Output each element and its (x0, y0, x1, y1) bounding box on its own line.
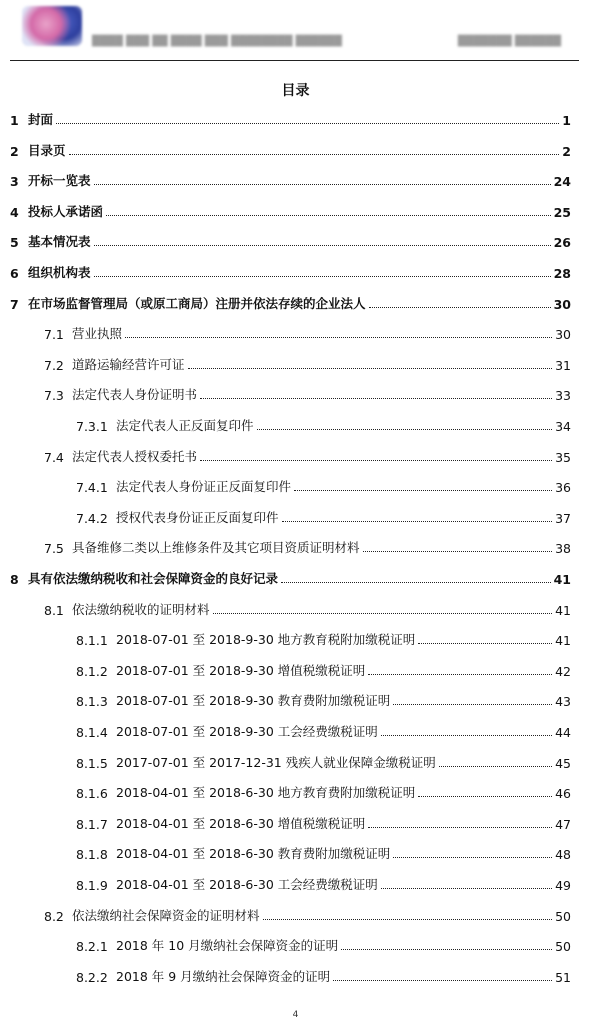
toc-entry[interactable] (76, 965, 571, 985)
toc-entry[interactable] (44, 904, 571, 924)
toc-entry-title: 2018-07-01 至 2018-9-30 教育费附加缴税证明 (116, 693, 391, 709)
toc-entry-title: 具备维修二类以上维修条件及其它项目资质证明材料 (72, 540, 360, 556)
header-right-text: ███████ ██████ (457, 36, 561, 47)
toc-entry-page: 2 (562, 143, 571, 159)
toc-entry-page: 41 (555, 633, 571, 649)
toc-entry-number: 5 (10, 235, 19, 251)
toc-dot-leader (257, 429, 553, 430)
toc-entry-number: 8.1.5 (76, 755, 108, 771)
toc-dot-leader (439, 766, 552, 767)
toc-entry-page: 38 (555, 541, 571, 557)
toc-entry-number: 8.1.7 (76, 816, 108, 832)
toc-entry-page: 50 (555, 939, 571, 955)
toc-entry[interactable] (76, 628, 571, 648)
toc-entry-title: 2018-07-01 至 2018-9-30 工会经费缴税证明 (116, 724, 378, 739)
toc-dot-leader (200, 398, 552, 399)
toc-entry-title: 授权代表身份证正反面复印件 (116, 509, 279, 525)
toc-entry-page: 42 (555, 663, 571, 679)
toc-entry-number: 7.4.1 (76, 480, 108, 496)
page-number: 4 (292, 1010, 299, 1020)
toc-entry-page: 45 (555, 755, 571, 771)
toc-entry-title: 投标人承诺函 (28, 203, 104, 219)
toc-entry-page: 33 (555, 388, 571, 404)
toc-dot-leader (94, 184, 551, 185)
toc-entry-number: 7.4 (44, 449, 64, 465)
toc-entry-page: 36 (555, 480, 571, 496)
toc-dot-leader (381, 888, 552, 889)
toc-entry-page: 30 (555, 327, 571, 343)
toc-entry-number: 8.1.9 (76, 878, 108, 893)
toc-entry[interactable] (10, 567, 571, 587)
toc-entry-page: 51 (555, 969, 571, 985)
toc-entry-number: 7.1 (44, 327, 64, 343)
toc-dot-leader (56, 123, 559, 124)
toc-entry-title: 法定代表人正反面复印件 (116, 418, 254, 433)
toc-entry-number: 7.4.2 (76, 510, 108, 526)
toc-dot-leader (213, 613, 553, 614)
toc-entry-title: 在市场监督管理局（或原工商局）注册并依法存续的企业法人 (28, 295, 366, 311)
toc-entry[interactable] (44, 598, 571, 618)
toc-entry-title: 2018-04-01 至 2018-6-30 地方教育费附加缴税证明 (116, 785, 416, 801)
toc-entry-number: 4 (10, 204, 19, 220)
toc-entry-number: 8.1.8 (76, 847, 108, 863)
toc-entry[interactable] (76, 781, 571, 801)
toc-entry-number: 8.2.1 (76, 939, 108, 955)
toc-dot-leader (69, 154, 560, 155)
toc-dot-leader (281, 582, 551, 583)
toc-entry-number: 7.5 (44, 541, 64, 557)
toc-dot-leader (294, 490, 552, 491)
toc-entry[interactable] (76, 720, 571, 740)
toc-title: 目录 (281, 83, 310, 99)
toc-entry-page: 41 (553, 572, 571, 587)
toc-dot-leader (363, 551, 553, 552)
toc-entry-number: 7.3.1 (76, 419, 108, 434)
toc-entry-title: 依法缴纳税收的证明材料 (72, 601, 210, 617)
header-left-text: ████ ███ ██ ████ ███ ████████ ██████ (92, 36, 342, 47)
toc-entry[interactable] (10, 230, 571, 250)
toc-entry-number: 8.2 (44, 908, 64, 924)
toc-dot-leader (125, 337, 552, 338)
toc-entry-page: 25 (553, 204, 571, 220)
toc-entry[interactable] (76, 689, 571, 709)
toc-dot-leader (418, 643, 552, 644)
toc-dot-leader (94, 245, 551, 246)
toc-entry-page: 43 (555, 694, 571, 710)
toc-entry[interactable] (76, 414, 571, 434)
toc-entry-title: 组织机构表 (28, 265, 91, 280)
toc-entry-title: 依法缴纳社会保障资金的证明材料 (72, 907, 260, 923)
toc-dot-leader (200, 460, 552, 461)
toc-entry[interactable] (44, 536, 571, 556)
toc-entry[interactable] (10, 169, 571, 189)
toc-entry-page: 31 (555, 357, 571, 373)
toc-entry-page: 47 (555, 816, 571, 832)
toc-entry-title: 法定代表人身份证正反面复印件 (116, 479, 292, 495)
toc-entry-number: 8 (10, 572, 19, 587)
toc-entry-page: 35 (555, 449, 571, 465)
toc-entry[interactable] (44, 445, 571, 465)
toc-entry-page: 44 (555, 725, 571, 740)
toc-dot-leader (282, 521, 553, 522)
toc-entry[interactable] (10, 261, 571, 281)
toc-entry-title: 2018 年 10 月缴纳社会保障资金的证明 (116, 938, 339, 954)
toc-entry-number: 8.1 (44, 602, 64, 618)
toc-entry-title: 法定代表人授权委托书 (72, 448, 198, 464)
toc-entry-title: 具有依法缴纳税收和社会保障资金的良好记录 (28, 571, 279, 586)
toc-entry[interactable] (76, 506, 571, 526)
toc-dot-leader (418, 796, 552, 797)
toc-entry-number: 8.2.2 (76, 969, 108, 985)
toc-entry-title: 基本情况表 (28, 234, 91, 250)
toc-entry[interactable] (10, 292, 571, 312)
toc-dot-leader (341, 949, 552, 950)
toc-entry[interactable] (44, 322, 571, 342)
toc-entry-title: 2018-04-01 至 2018-6-30 教育费附加缴税证明 (116, 846, 391, 862)
toc-entry-page: 37 (555, 510, 571, 526)
toc-entry[interactable] (10, 108, 571, 128)
toc-entry[interactable] (76, 475, 571, 495)
toc-entry-title: 2017-07-01 至 2017-12-31 残疾人就业保障金缴税证明 (116, 754, 436, 770)
toc-dot-leader (188, 368, 553, 369)
toc-dot-leader (368, 827, 552, 828)
toc-entry[interactable] (76, 659, 571, 679)
toc-entry[interactable] (76, 812, 571, 832)
toc-entry-page: 46 (555, 786, 571, 802)
toc-entry-number: 6 (10, 266, 19, 281)
toc-entry-number: 7.3 (44, 388, 64, 404)
toc-entry[interactable] (44, 353, 571, 373)
toc-dot-leader (94, 276, 551, 277)
toc-entry-title: 2018-07-01 至 2018-9-30 增值税缴税证明 (116, 662, 366, 678)
toc-entry-number: 8.1.2 (76, 663, 108, 679)
toc-entry-number: 3 (10, 174, 19, 190)
toc-entry[interactable] (76, 873, 571, 893)
toc-entry-number: 1 (10, 113, 19, 128)
toc-dot-leader (369, 307, 551, 308)
toc-dot-leader (381, 735, 552, 736)
toc-entry-page: 48 (555, 847, 571, 863)
toc-entry[interactable] (76, 934, 571, 954)
toc-entry[interactable] (76, 751, 571, 771)
toc-entry-number: 8.1.3 (76, 694, 108, 710)
toc-entry-title: 2018-04-01 至 2018-6-30 工会经费缴税证明 (116, 877, 378, 892)
toc-entry-title: 2018 年 9 月缴纳社会保障资金的证明 (116, 968, 331, 984)
header-divider (10, 60, 579, 61)
toc-entry-title: 道路运输经营许可证 (72, 356, 185, 372)
toc-entry-page: 28 (553, 266, 571, 281)
toc-entry-title: 营业执照 (72, 326, 123, 342)
toc-dot-leader (393, 704, 552, 705)
toc-entry-title: 目录页 (28, 142, 66, 158)
toc-entry-title: 2018-07-01 至 2018-9-30 地方教育税附加缴税证明 (116, 632, 416, 648)
toc-entry-title: 法定代表人身份证明书 (72, 387, 198, 403)
toc-entry-number: 7.2 (44, 357, 64, 373)
toc-entry-page: 30 (553, 296, 571, 312)
toc-entry-title: 开标一览表 (28, 173, 91, 189)
toc-entry[interactable] (76, 842, 571, 862)
toc-entry[interactable] (10, 139, 571, 159)
toc-entry-page: 49 (555, 878, 571, 893)
toc-entry-page: 24 (553, 174, 571, 190)
toc-entry-number: 7 (10, 296, 19, 312)
toc-entry-number: 8.1.4 (76, 725, 108, 740)
toc-entry-page: 50 (555, 908, 571, 924)
toc-entry-title: 2018-04-01 至 2018-6-30 增值税缴税证明 (116, 815, 366, 831)
toc-entry[interactable] (44, 383, 571, 403)
toc-dot-leader (368, 674, 552, 675)
toc-entry-number: 2 (10, 143, 19, 159)
toc-dot-leader (263, 919, 553, 920)
toc-entry-number: 8.1.1 (76, 633, 108, 649)
toc-entry[interactable] (10, 200, 571, 220)
toc-entry-page: 34 (555, 419, 571, 434)
page-header (0, 0, 591, 64)
toc-dot-leader (333, 980, 552, 981)
toc-entry-page: 41 (555, 602, 571, 618)
toc-entry-title: 封面 (28, 112, 54, 127)
toc-dot-leader (393, 857, 552, 858)
toc-dot-leader (106, 215, 551, 216)
toc-entry-page: 1 (562, 113, 571, 128)
toc-entry-page: 26 (553, 235, 571, 251)
toc-entry-number: 8.1.6 (76, 786, 108, 802)
company-logo (22, 6, 82, 46)
